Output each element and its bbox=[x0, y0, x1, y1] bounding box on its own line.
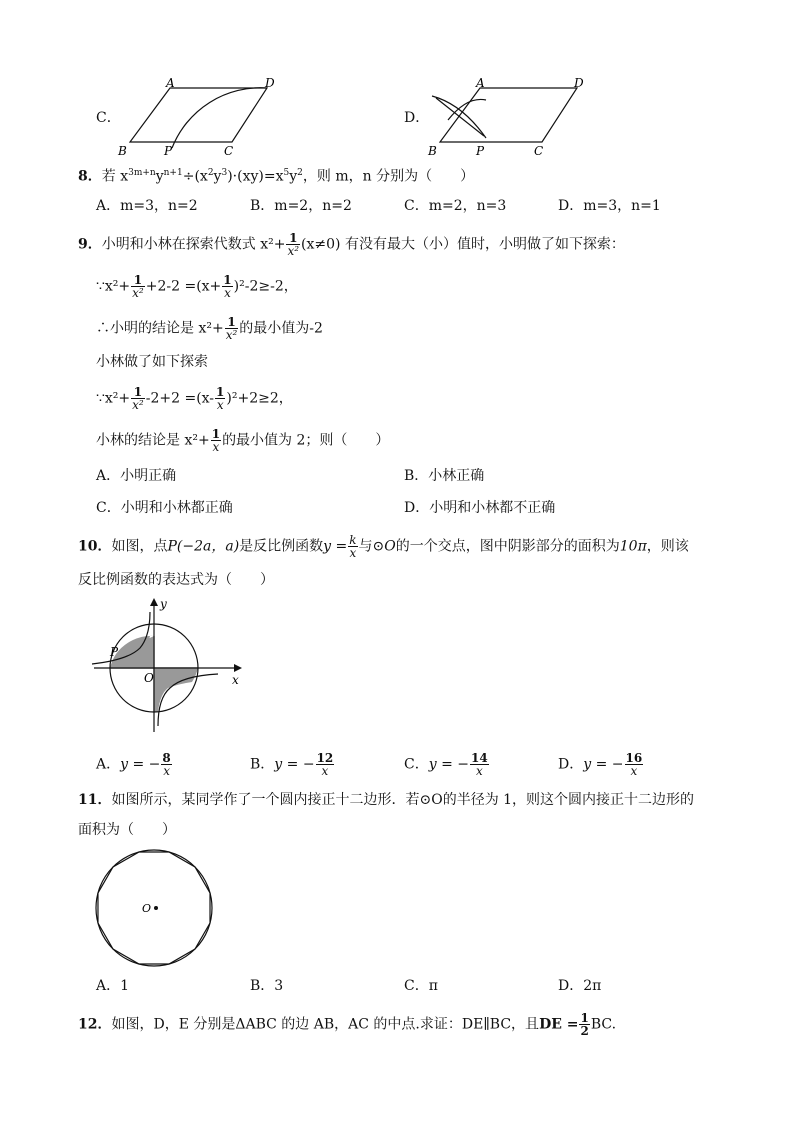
question-12-stem: 12．如图，D，E 分别是ΔABC 的边 AB，AC 的中点.求证：DE∥BC，且DE = $\frac{1}{2}$ BC. bbox=[78, 1011, 617, 1038]
question-9-stem: 9．小明和小林在探索代数式 x²+ $\frac{1}{\text{x²}}$ (x≠0) 有没有最大（小）值时，小明做了如下探索： bbox=[78, 231, 625, 258]
q9-option-a[interactable]: A．小明正确 bbox=[96, 468, 177, 484]
label-x: x bbox=[232, 673, 239, 687]
bisector-line-d bbox=[436, 98, 484, 136]
q10-option-a[interactable]: A．y = − $\frac{8}{x}$ bbox=[96, 751, 171, 778]
x-axis-arrow bbox=[234, 664, 242, 672]
label-p-d: P bbox=[476, 144, 485, 158]
q8-option-c[interactable]: C．m=2，n=3 bbox=[404, 198, 507, 214]
question-10-stem: 10．如图，点P(−2a，a)是反比例函数y = $\frac{k}{x}$ 与⊙O的一个交点，图中阴影部分的面积为10π，则该 bbox=[78, 533, 689, 560]
q10-option-d[interactable]: D．y = − $\frac{16}{x}$ bbox=[558, 751, 643, 778]
y-axis-arrow bbox=[150, 598, 158, 606]
q10-line-2: 反比例函数的表达式为（ ） bbox=[78, 572, 274, 588]
label-a-c: A bbox=[166, 76, 175, 90]
label-d-c: D bbox=[265, 76, 275, 90]
q7-option-c-label: C． bbox=[96, 110, 121, 126]
q9-line-1: ∵x²+ $\frac{1}{\text{x²}}$ +2-2 =(x+ $\frac{1}{x}$ )²-2≥-2， bbox=[96, 273, 298, 300]
q8-option-a[interactable]: A．m=3，n=2 bbox=[96, 198, 198, 214]
question-8-stem: 8．若 $x^{3m+n}y^{n+1}\div(x^2y^3)\cdot(xy)=x^5y^2$，则 m，n 分别为（ ） bbox=[78, 168, 475, 185]
q7-option-d-label: D． bbox=[404, 110, 430, 126]
q10-figure bbox=[88, 594, 248, 736]
label-b-d: B bbox=[428, 144, 437, 158]
question-11-stem: 11．如图所示，某同学作了一个圆内接正十二边形．若⊙O的半径为 1，则这个圆内接正十二边形的 bbox=[78, 792, 695, 808]
construction-arc-c bbox=[172, 88, 267, 148]
q9-line-2: ∴小明的结论是 x²+ $\frac{1}{\text{x²}}$ 的最小值为-2 bbox=[96, 315, 323, 342]
parallelogram-abcd-c bbox=[130, 88, 267, 142]
label-o: O bbox=[144, 671, 154, 685]
center-point-o bbox=[154, 906, 158, 910]
q9-line-5: 小林的结论是 x²+ $\frac{1}{x}$ 的最小值为 2；则（ ） bbox=[96, 427, 390, 454]
q11-figure bbox=[92, 846, 216, 970]
q9-line-4: ∵x²+ $\frac{1}{\text{x²}}$ -2+2 =(x- $\frac{1}{x}$ )²+2≥2， bbox=[96, 385, 293, 412]
parallelogram-abcd-d bbox=[440, 88, 577, 142]
q9-option-b[interactable]: B．小林正确 bbox=[404, 468, 485, 484]
q11-option-c[interactable]: C．π bbox=[404, 978, 438, 994]
label-a-d: A bbox=[476, 76, 485, 90]
q11-line-2: 面积为（ ） bbox=[78, 822, 176, 838]
label-c-c: C bbox=[224, 144, 234, 158]
q10-option-c[interactable]: C．y = − $\frac{14}{x}$ bbox=[404, 751, 488, 778]
q11-option-a[interactable]: A．1 bbox=[96, 978, 130, 994]
label-b-c: B bbox=[118, 144, 127, 158]
label-d-d: D bbox=[574, 76, 584, 90]
q10-option-b[interactable]: B．y = − $\frac{12}{x}$ bbox=[250, 751, 334, 778]
q9-line-3: 小林做了如下探索 bbox=[96, 354, 208, 370]
label-p: P bbox=[110, 645, 119, 659]
q9-option-d[interactable]: D．小明和小林都不正确 bbox=[404, 500, 556, 516]
label-p-c: P bbox=[164, 144, 173, 158]
q11-option-d[interactable]: D．2π bbox=[558, 978, 602, 994]
q7-figure-d bbox=[422, 76, 602, 160]
q11-option-b[interactable]: B．3 bbox=[250, 978, 284, 994]
label-y: y bbox=[160, 597, 167, 611]
label-o-center: O bbox=[142, 902, 152, 915]
label-c-d: C bbox=[534, 144, 544, 158]
q7-figure-c bbox=[112, 76, 292, 160]
q8-option-b[interactable]: B．m=2，n=2 bbox=[250, 198, 352, 214]
q9-option-c[interactable]: C．小明和小林都正确 bbox=[96, 500, 233, 516]
construction-arc-d2 bbox=[448, 99, 486, 120]
q8-option-d[interactable]: D．m=3，n=1 bbox=[558, 198, 661, 214]
